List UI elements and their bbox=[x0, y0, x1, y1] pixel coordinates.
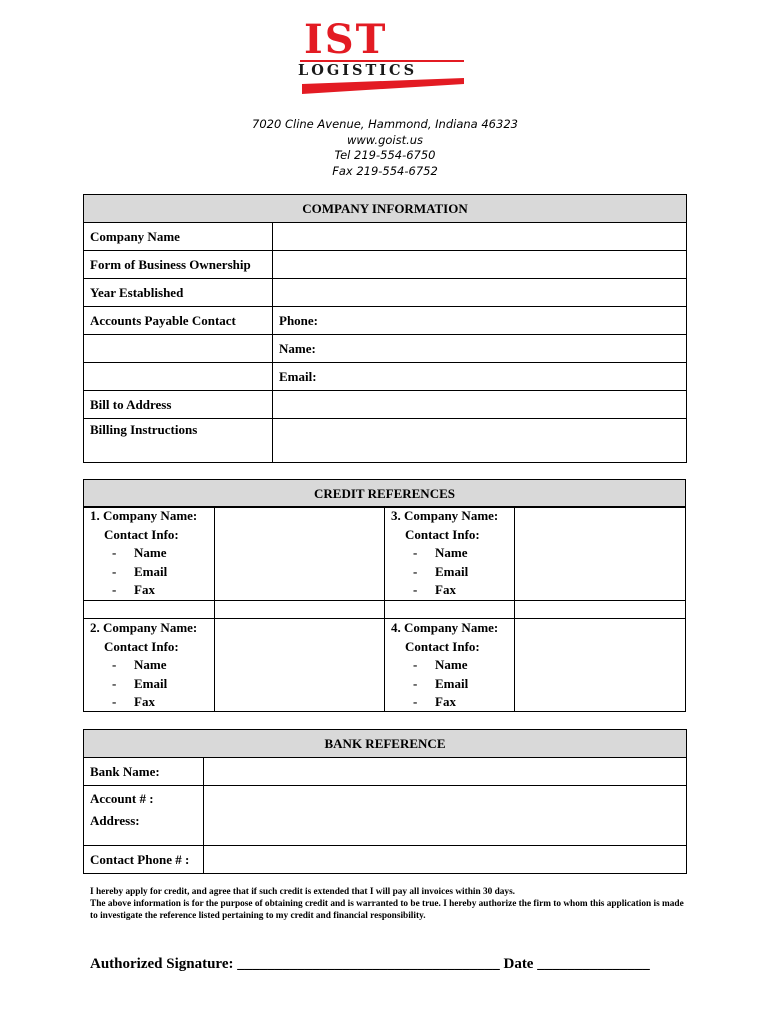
signature-row bbox=[90, 956, 650, 973]
credit-ref-4-field[interactable] bbox=[515, 619, 685, 711]
credit-ref-label: 4. Company Name: bbox=[391, 620, 499, 635]
contact-name-label: Name bbox=[435, 545, 468, 560]
signature-label: Authorized Signature: bbox=[90, 956, 234, 972]
company-name-field[interactable] bbox=[273, 223, 687, 251]
credit-ref-label: 1. Company Name: bbox=[90, 508, 198, 523]
company-info-title: COMPANY INFORMATION bbox=[84, 195, 687, 223]
bullet-dash: - bbox=[112, 675, 117, 691]
contact-email-label: Email bbox=[134, 563, 168, 579]
bullet-dash: - bbox=[413, 675, 418, 691]
bullet-dash: - bbox=[112, 545, 117, 560]
bullet-dash: - bbox=[413, 694, 418, 709]
credit-ref-1-field[interactable] bbox=[215, 507, 384, 600]
bank-account-field[interactable] bbox=[204, 786, 687, 846]
bank-name-field[interactable] bbox=[204, 758, 687, 786]
credit-ref-label: 3. Company Name: bbox=[391, 508, 499, 523]
contact-email-label: Email bbox=[435, 675, 469, 691]
contact-email-label: Email bbox=[435, 563, 469, 579]
fax-line: Fax 219-554-6752 bbox=[332, 163, 438, 178]
bank-phone-label: Contact Phone # : bbox=[84, 846, 204, 874]
bullet-dash: - bbox=[112, 563, 117, 579]
tel-line: Tel 219-554-6750 bbox=[334, 148, 436, 162]
bullet-dash: - bbox=[413, 657, 418, 672]
credit-ref-4 bbox=[391, 619, 498, 712]
bank-name-label: Bank Name: bbox=[84, 758, 204, 786]
credit-ref-label: 2. Company Name: bbox=[90, 620, 198, 635]
credit-ref-3-field[interactable] bbox=[515, 507, 685, 600]
contact-name-label: Name bbox=[435, 657, 468, 672]
ap-blank-cell bbox=[84, 363, 273, 391]
bank-account-label: Account # : bbox=[90, 791, 154, 806]
billing-instructions-field[interactable] bbox=[273, 419, 687, 463]
contact-name-label: Name bbox=[134, 657, 167, 672]
bank-phone-field[interactable] bbox=[204, 846, 687, 874]
company-logo bbox=[298, 16, 466, 96]
contact-info-label: Contact Info: bbox=[104, 638, 179, 654]
bullet-dash: - bbox=[413, 582, 418, 597]
company-info-table bbox=[83, 194, 687, 463]
business-form-field[interactable] bbox=[273, 251, 687, 279]
bill-to-field[interactable] bbox=[273, 391, 687, 419]
business-form-label: Form of Business Ownership bbox=[84, 251, 273, 279]
signature-line[interactable]: ___________________________________ bbox=[237, 956, 500, 972]
ap-email-field[interactable]: Email: bbox=[273, 363, 687, 391]
company-name-label: Company Name bbox=[84, 223, 273, 251]
bullet-dash: - bbox=[413, 545, 418, 560]
date-line[interactable]: _______________ bbox=[537, 956, 650, 972]
bullet-dash: - bbox=[413, 563, 418, 579]
year-established-field[interactable] bbox=[273, 279, 687, 307]
bank-address-label: Address: bbox=[90, 813, 140, 828]
address-line: 7020 Cline Avenue, Hammond, Indiana 46323 bbox=[252, 117, 518, 131]
contact-fax-label: Fax bbox=[134, 694, 155, 709]
contact-name-label: Name bbox=[134, 545, 167, 560]
contact-fax-label: Fax bbox=[435, 582, 456, 597]
contact-info-label: Contact Info: bbox=[405, 526, 480, 542]
bank-ref-title: BANK REFERENCE bbox=[84, 730, 687, 758]
legal-line-2: The above information is for the purpose of obtaining credit and is warranted to be true. I hereby authorize the firm to whom this application is made to investigate the reference listed pertaining to my credit and financial responsibility. bbox=[90, 899, 684, 922]
contact-info-label: Contact Info: bbox=[405, 638, 480, 654]
billing-instructions-label: Billing Instructions bbox=[84, 419, 273, 463]
ap-contact-label: Accounts Payable Contact bbox=[84, 307, 273, 335]
credit-ref-2-field[interactable] bbox=[215, 619, 384, 711]
legal-line-1: I hereby apply for credit, and agree that if such credit is extended that I will pay all invoices within 30 days. bbox=[90, 887, 516, 897]
credit-refs-header bbox=[83, 479, 686, 508]
ap-name-field[interactable]: Name: bbox=[273, 335, 687, 363]
logo-subtitle: LOGISTICS bbox=[298, 62, 418, 79]
credit-refs-title: CREDIT REFERENCES bbox=[84, 480, 686, 508]
logo-brand: IST bbox=[304, 16, 388, 63]
bill-to-label: Bill to Address bbox=[84, 391, 273, 419]
credit-ref-3 bbox=[391, 507, 498, 600]
bank-account-address-cell bbox=[84, 786, 204, 846]
ap-blank-cell bbox=[84, 335, 273, 363]
credit-ref-1 bbox=[90, 507, 197, 600]
date-label: Date bbox=[503, 956, 534, 972]
ap-phone-field[interactable]: Phone: bbox=[273, 307, 687, 335]
contact-fax-label: Fax bbox=[134, 582, 155, 597]
contact-email-label: Email bbox=[134, 675, 168, 691]
bullet-dash: - bbox=[112, 657, 117, 672]
website-line[interactable]: www.goist.us bbox=[346, 132, 424, 147]
bullet-dash: - bbox=[112, 582, 117, 597]
credit-ref-2 bbox=[90, 619, 197, 712]
contact-fax-label: Fax bbox=[435, 694, 456, 709]
contact-info-label: Contact Info: bbox=[104, 526, 179, 542]
bank-ref-table bbox=[83, 729, 687, 874]
legal-statement bbox=[90, 886, 690, 923]
bullet-dash: - bbox=[112, 694, 117, 709]
company-address-block bbox=[0, 117, 770, 179]
year-established-label: Year Established bbox=[84, 279, 273, 307]
